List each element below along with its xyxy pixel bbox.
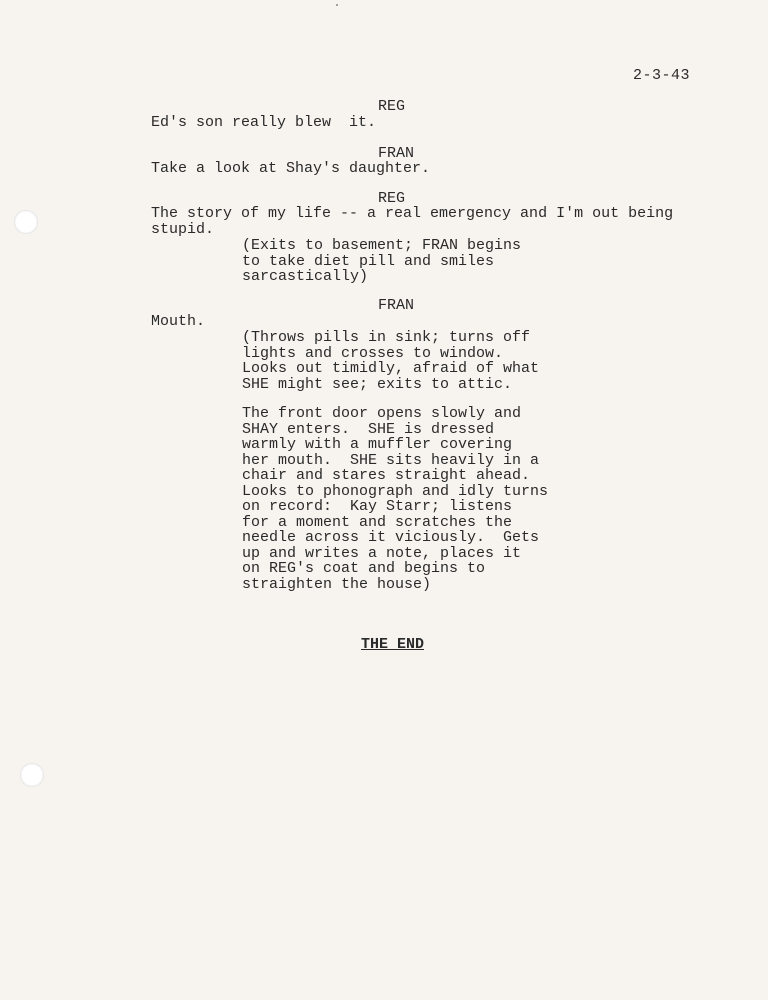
punch-hole-bottom <box>20 763 44 787</box>
dialogue-line: Ed's son really blew it. <box>151 114 377 131</box>
stage-direction: (Throws pills in sink; turns off lights and crosses to window. Looks out timidly, afraid of what SHE might see; exits to attic. <box>242 329 540 393</box>
dialogue-line: The story of my life -- a real emergency and I'm out being stupid. <box>151 205 674 238</box>
punch-hole-top <box>14 210 38 234</box>
the-end-heading: THE END <box>361 636 425 653</box>
speaker-name: REG <box>378 98 406 115</box>
speaker-name: FRAN <box>378 297 415 314</box>
speaker-name: REG <box>378 190 406 207</box>
dialogue-line: Mouth. <box>151 313 206 330</box>
speaker-name: FRAN <box>378 145 415 162</box>
stage-direction: (Exits to basement; FRAN begins to take diet pill and smiles sarcastically) <box>242 237 522 285</box>
dialogue-line: Take a look at Shay's daughter. <box>151 160 431 177</box>
paper-speck <box>336 4 338 6</box>
stage-direction: The front door opens slowly and SHAY enters. SHE is dressed warmly with a muffler covering her mouth. SHE sits heavily in a chair and stares straight ahead. Looks to phonograph and idly turns on record: Kay Starr; listens for a moment and scratches the needle across it viciously. Gets up and writes a note, places it on REG's coat and begins to straighten the house) <box>242 405 549 593</box>
page-number: 2-3-43 <box>633 67 691 84</box>
